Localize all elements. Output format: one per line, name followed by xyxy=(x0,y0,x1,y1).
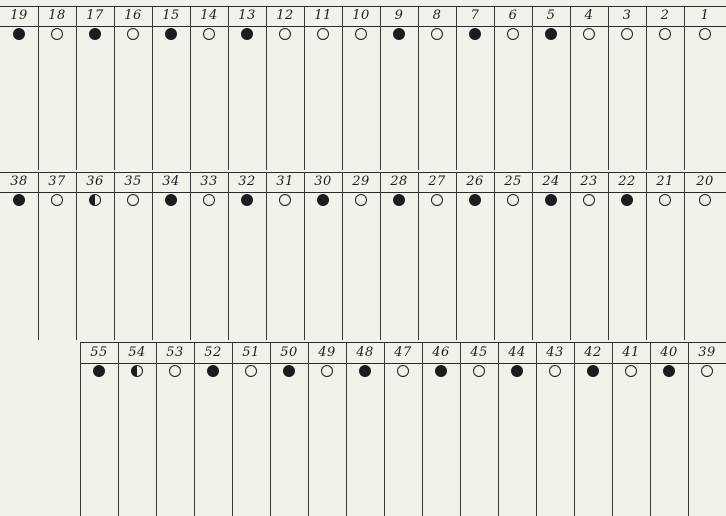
handwritten-entry xyxy=(116,207,150,338)
column-number: 54 xyxy=(128,344,146,360)
number-cell xyxy=(190,6,228,25)
handwritten-entry xyxy=(154,207,188,338)
number-cell xyxy=(342,172,380,191)
column-number: 52 xyxy=(204,344,222,360)
column-number: 29 xyxy=(352,174,370,189)
column-divider xyxy=(570,6,571,170)
handwritten-entry xyxy=(386,378,420,514)
handwritten-entry xyxy=(230,41,264,168)
handwritten-entry xyxy=(82,378,116,514)
column-number: 26 xyxy=(466,174,484,189)
column-number: 3 xyxy=(622,8,632,23)
number-cell xyxy=(266,172,304,191)
column-number: 22 xyxy=(618,174,636,189)
column-number: 24 xyxy=(542,174,560,189)
half-filled-dot-mark xyxy=(89,194,101,206)
number-cell xyxy=(38,6,76,25)
filled-dot-mark xyxy=(93,365,105,377)
number-cell xyxy=(152,6,190,25)
open-circle-mark xyxy=(245,365,257,377)
filled-dot-mark xyxy=(241,194,253,206)
number-cell xyxy=(608,6,646,25)
handwritten-entry xyxy=(648,41,682,168)
handwritten-entry xyxy=(40,41,74,168)
open-circle-mark xyxy=(621,28,633,40)
number-cell xyxy=(684,6,726,25)
number-cell xyxy=(228,172,266,191)
handwritten-entry xyxy=(420,207,454,338)
column-number: 18 xyxy=(48,8,66,23)
open-circle-mark xyxy=(473,365,485,377)
column-number: 15 xyxy=(162,8,180,23)
column-divider xyxy=(460,342,461,516)
number-cell xyxy=(232,342,270,362)
number-cell xyxy=(536,342,574,362)
handwritten-entry xyxy=(230,207,264,338)
handwritten-entry xyxy=(648,207,682,338)
open-circle-mark xyxy=(701,365,713,377)
column-divider xyxy=(114,172,115,340)
handwritten-entry xyxy=(614,378,648,514)
number-cell xyxy=(646,6,684,25)
number-cell xyxy=(684,172,726,191)
handwritten-entry xyxy=(348,378,382,514)
handwritten-entry xyxy=(78,207,112,338)
open-circle-mark xyxy=(659,28,671,40)
filled-dot-mark xyxy=(621,194,633,206)
column-divider xyxy=(456,172,457,340)
number-cell xyxy=(456,172,494,191)
handwritten-entry xyxy=(496,41,530,168)
column-number: 50 xyxy=(280,344,298,360)
number-cell xyxy=(156,342,194,362)
column-divider xyxy=(270,342,271,516)
handwritten-entry xyxy=(268,207,302,338)
handwritten-entry xyxy=(382,207,416,338)
filled-dot-mark xyxy=(13,28,25,40)
column-number: 48 xyxy=(356,344,374,360)
column-divider xyxy=(612,342,613,516)
column-divider xyxy=(532,172,533,340)
handwritten-entry xyxy=(344,41,378,168)
number-cell xyxy=(570,6,608,25)
column-divider xyxy=(266,172,267,340)
handwritten-entry xyxy=(268,41,302,168)
column-number: 40 xyxy=(660,344,678,360)
handwritten-entry xyxy=(458,41,492,168)
column-number: 39 xyxy=(698,344,716,360)
handwritten-entry xyxy=(158,378,192,514)
row-band-1 xyxy=(0,6,726,170)
column-divider xyxy=(38,6,39,170)
column-number: 31 xyxy=(276,174,294,189)
column-number: 11 xyxy=(314,8,332,23)
column-number: 45 xyxy=(470,344,488,360)
column-divider xyxy=(152,6,153,170)
filled-dot-mark xyxy=(283,365,295,377)
handwritten-entry xyxy=(534,41,568,168)
column-divider xyxy=(536,342,537,516)
column-divider xyxy=(494,172,495,340)
column-divider xyxy=(646,172,647,340)
column-divider xyxy=(228,172,229,340)
number-cell xyxy=(460,342,498,362)
handwritten-entry xyxy=(538,378,572,514)
column-divider xyxy=(574,342,575,516)
handwritten-entry xyxy=(344,207,378,338)
number-cell xyxy=(612,342,650,362)
column-number: 34 xyxy=(162,174,180,189)
filled-dot-mark xyxy=(511,365,523,377)
column-divider xyxy=(232,342,233,516)
column-number: 23 xyxy=(580,174,598,189)
row-band-3 xyxy=(0,342,726,516)
number-cell xyxy=(0,172,38,191)
number-cell xyxy=(194,342,232,362)
half-filled-dot-mark xyxy=(131,365,143,377)
handwritten-entry xyxy=(576,378,610,514)
open-circle-mark xyxy=(355,28,367,40)
filled-dot-mark xyxy=(165,194,177,206)
column-divider xyxy=(194,342,195,516)
column-divider xyxy=(156,342,157,516)
column-number: 42 xyxy=(584,344,602,360)
column-divider xyxy=(608,6,609,170)
column-number: 1 xyxy=(700,8,710,23)
number-cell xyxy=(688,342,726,362)
handwritten-entry xyxy=(234,378,268,514)
column-divider xyxy=(266,6,267,170)
filled-dot-mark xyxy=(89,28,101,40)
open-circle-mark xyxy=(169,365,181,377)
column-divider xyxy=(418,6,419,170)
column-number: 17 xyxy=(86,8,104,23)
column-number: 47 xyxy=(394,344,412,360)
open-circle-mark xyxy=(321,365,333,377)
column-divider xyxy=(346,342,347,516)
open-circle-mark xyxy=(203,194,215,206)
column-divider xyxy=(532,6,533,170)
row-band-2 xyxy=(0,172,726,340)
handwritten-entry xyxy=(310,378,344,514)
column-number: 7 xyxy=(470,8,480,23)
filled-dot-mark xyxy=(435,365,447,377)
column-divider xyxy=(228,6,229,170)
open-circle-mark xyxy=(127,28,139,40)
column-divider xyxy=(684,172,685,340)
handwritten-entry xyxy=(572,41,606,168)
number-cell xyxy=(76,6,114,25)
number-cell xyxy=(384,342,422,362)
column-divider xyxy=(190,172,191,340)
column-number: 19 xyxy=(10,8,28,23)
filled-dot-mark xyxy=(317,194,329,206)
column-divider xyxy=(114,6,115,170)
column-divider xyxy=(456,6,457,170)
number-cell xyxy=(152,172,190,191)
open-circle-mark xyxy=(51,28,63,40)
handwritten-entry xyxy=(462,378,496,514)
number-cell xyxy=(570,172,608,191)
column-number: 5 xyxy=(546,8,556,23)
handwritten-entry xyxy=(686,207,724,338)
column-divider xyxy=(304,172,305,340)
column-number: 25 xyxy=(504,174,522,189)
number-cell xyxy=(380,172,418,191)
column-number: 30 xyxy=(314,174,332,189)
handwritten-entry xyxy=(154,41,188,168)
number-cell xyxy=(118,342,156,362)
filled-dot-mark xyxy=(13,194,25,206)
column-divider xyxy=(76,172,77,340)
open-circle-mark xyxy=(549,365,561,377)
column-divider xyxy=(494,6,495,170)
column-number: 10 xyxy=(352,8,370,23)
handwritten-entry xyxy=(306,207,340,338)
column-divider xyxy=(38,172,39,340)
column-number: 21 xyxy=(656,174,674,189)
number-cell xyxy=(418,172,456,191)
filled-dot-mark xyxy=(545,28,557,40)
column-number: 8 xyxy=(432,8,442,23)
handwritten-entry xyxy=(420,41,454,168)
filled-dot-mark xyxy=(207,365,219,377)
column-number: 55 xyxy=(90,344,108,360)
number-cell xyxy=(532,6,570,25)
column-divider xyxy=(76,6,77,170)
number-cell xyxy=(646,172,684,191)
open-circle-mark xyxy=(625,365,637,377)
column-divider xyxy=(152,172,153,340)
open-circle-mark xyxy=(699,28,711,40)
column-divider xyxy=(646,6,647,170)
column-divider xyxy=(190,6,191,170)
column-divider xyxy=(342,6,343,170)
handwritten-entry xyxy=(196,378,230,514)
column-divider xyxy=(380,172,381,340)
column-divider xyxy=(380,6,381,170)
column-number: 43 xyxy=(546,344,564,360)
number-cell xyxy=(228,6,266,25)
number-cell xyxy=(304,6,342,25)
column-number: 36 xyxy=(86,174,104,189)
column-number: 2 xyxy=(660,8,670,23)
handwritten-entry xyxy=(382,41,416,168)
column-number: 16 xyxy=(124,8,142,23)
open-circle-mark xyxy=(507,28,519,40)
open-circle-mark xyxy=(659,194,671,206)
column-number: 41 xyxy=(622,344,640,360)
number-cell xyxy=(456,6,494,25)
column-divider xyxy=(304,6,305,170)
filled-dot-mark xyxy=(587,365,599,377)
handwritten-entry xyxy=(78,41,112,168)
column-number: 27 xyxy=(428,174,446,189)
column-divider xyxy=(384,342,385,516)
number-cell xyxy=(380,6,418,25)
filled-dot-mark xyxy=(393,28,405,40)
number-cell xyxy=(114,172,152,191)
handwritten-entry xyxy=(306,41,340,168)
column-number: 12 xyxy=(276,8,294,23)
open-circle-mark xyxy=(507,194,519,206)
handwritten-entry xyxy=(690,378,724,514)
filled-dot-mark xyxy=(469,28,481,40)
handwritten-entry xyxy=(500,378,534,514)
handwritten-entry xyxy=(40,207,74,338)
open-circle-mark xyxy=(431,194,443,206)
column-number: 53 xyxy=(166,344,184,360)
column-divider xyxy=(418,172,419,340)
filled-dot-mark xyxy=(165,28,177,40)
column-number: 28 xyxy=(390,174,408,189)
handwritten-entry xyxy=(458,207,492,338)
column-divider xyxy=(570,172,571,340)
column-number: 35 xyxy=(124,174,142,189)
filled-dot-mark xyxy=(545,194,557,206)
open-circle-mark xyxy=(397,365,409,377)
number-cell xyxy=(346,342,384,362)
number-cell xyxy=(608,172,646,191)
number-cell xyxy=(418,6,456,25)
number-cell xyxy=(190,172,228,191)
column-number: 49 xyxy=(318,344,336,360)
number-cell xyxy=(650,342,688,362)
handwritten-entry xyxy=(192,41,226,168)
column-number: 9 xyxy=(394,8,404,23)
column-divider xyxy=(422,342,423,516)
handwritten-entry xyxy=(120,378,154,514)
open-circle-mark xyxy=(279,28,291,40)
open-circle-mark xyxy=(317,28,329,40)
open-circle-mark xyxy=(431,28,443,40)
open-circle-mark xyxy=(127,194,139,206)
number-cell xyxy=(114,6,152,25)
handwritten-entry xyxy=(424,378,458,514)
filled-dot-mark xyxy=(241,28,253,40)
number-cell xyxy=(76,172,114,191)
handwritten-entry xyxy=(610,41,644,168)
column-number: 20 xyxy=(696,174,714,189)
number-cell xyxy=(574,342,612,362)
column-divider xyxy=(118,342,119,516)
handwritten-entry xyxy=(2,41,36,168)
number-cell xyxy=(532,172,570,191)
number-cell xyxy=(266,6,304,25)
filled-dot-mark xyxy=(359,365,371,377)
column-number: 37 xyxy=(48,174,66,189)
handwritten-entry xyxy=(496,207,530,338)
open-circle-mark xyxy=(203,28,215,40)
filled-dot-mark xyxy=(469,194,481,206)
open-circle-mark xyxy=(583,194,595,206)
column-number: 14 xyxy=(200,8,218,23)
column-number: 38 xyxy=(10,174,28,189)
handwritten-entry xyxy=(116,41,150,168)
column-number: 4 xyxy=(584,8,594,23)
column-divider xyxy=(688,342,689,516)
column-divider xyxy=(608,172,609,340)
handwritten-entry xyxy=(572,207,606,338)
number-cell xyxy=(342,6,380,25)
handwritten-entry xyxy=(192,207,226,338)
column-number: 46 xyxy=(432,344,450,360)
column-divider xyxy=(498,342,499,516)
number-cell xyxy=(270,342,308,362)
column-number: 32 xyxy=(238,174,256,189)
handwritten-entry xyxy=(2,207,36,338)
open-circle-mark xyxy=(699,194,711,206)
handwritten-entry xyxy=(686,41,724,168)
number-cell xyxy=(422,342,460,362)
blank-area xyxy=(0,342,80,516)
number-cell xyxy=(38,172,76,191)
column-divider xyxy=(684,6,685,170)
column-number: 51 xyxy=(242,344,260,360)
number-cell xyxy=(0,6,38,25)
open-circle-mark xyxy=(279,194,291,206)
column-number: 33 xyxy=(200,174,218,189)
filled-dot-mark xyxy=(663,365,675,377)
column-divider xyxy=(308,342,309,516)
open-circle-mark xyxy=(583,28,595,40)
number-cell xyxy=(494,172,532,191)
column-number: 6 xyxy=(508,8,518,23)
handwritten-entry xyxy=(272,378,306,514)
number-cell xyxy=(308,342,346,362)
column-divider xyxy=(80,342,81,516)
number-cell xyxy=(494,6,532,25)
handwritten-entry xyxy=(534,207,568,338)
column-divider xyxy=(342,172,343,340)
number-cell xyxy=(80,342,118,362)
open-circle-mark xyxy=(51,194,63,206)
handwritten-entry xyxy=(610,207,644,338)
filled-dot-mark xyxy=(393,194,405,206)
handwritten-entry xyxy=(652,378,686,514)
open-circle-mark xyxy=(355,194,367,206)
column-divider xyxy=(650,342,651,516)
column-number: 44 xyxy=(508,344,526,360)
number-cell xyxy=(498,342,536,362)
number-cell xyxy=(304,172,342,191)
column-number: 13 xyxy=(238,8,256,23)
